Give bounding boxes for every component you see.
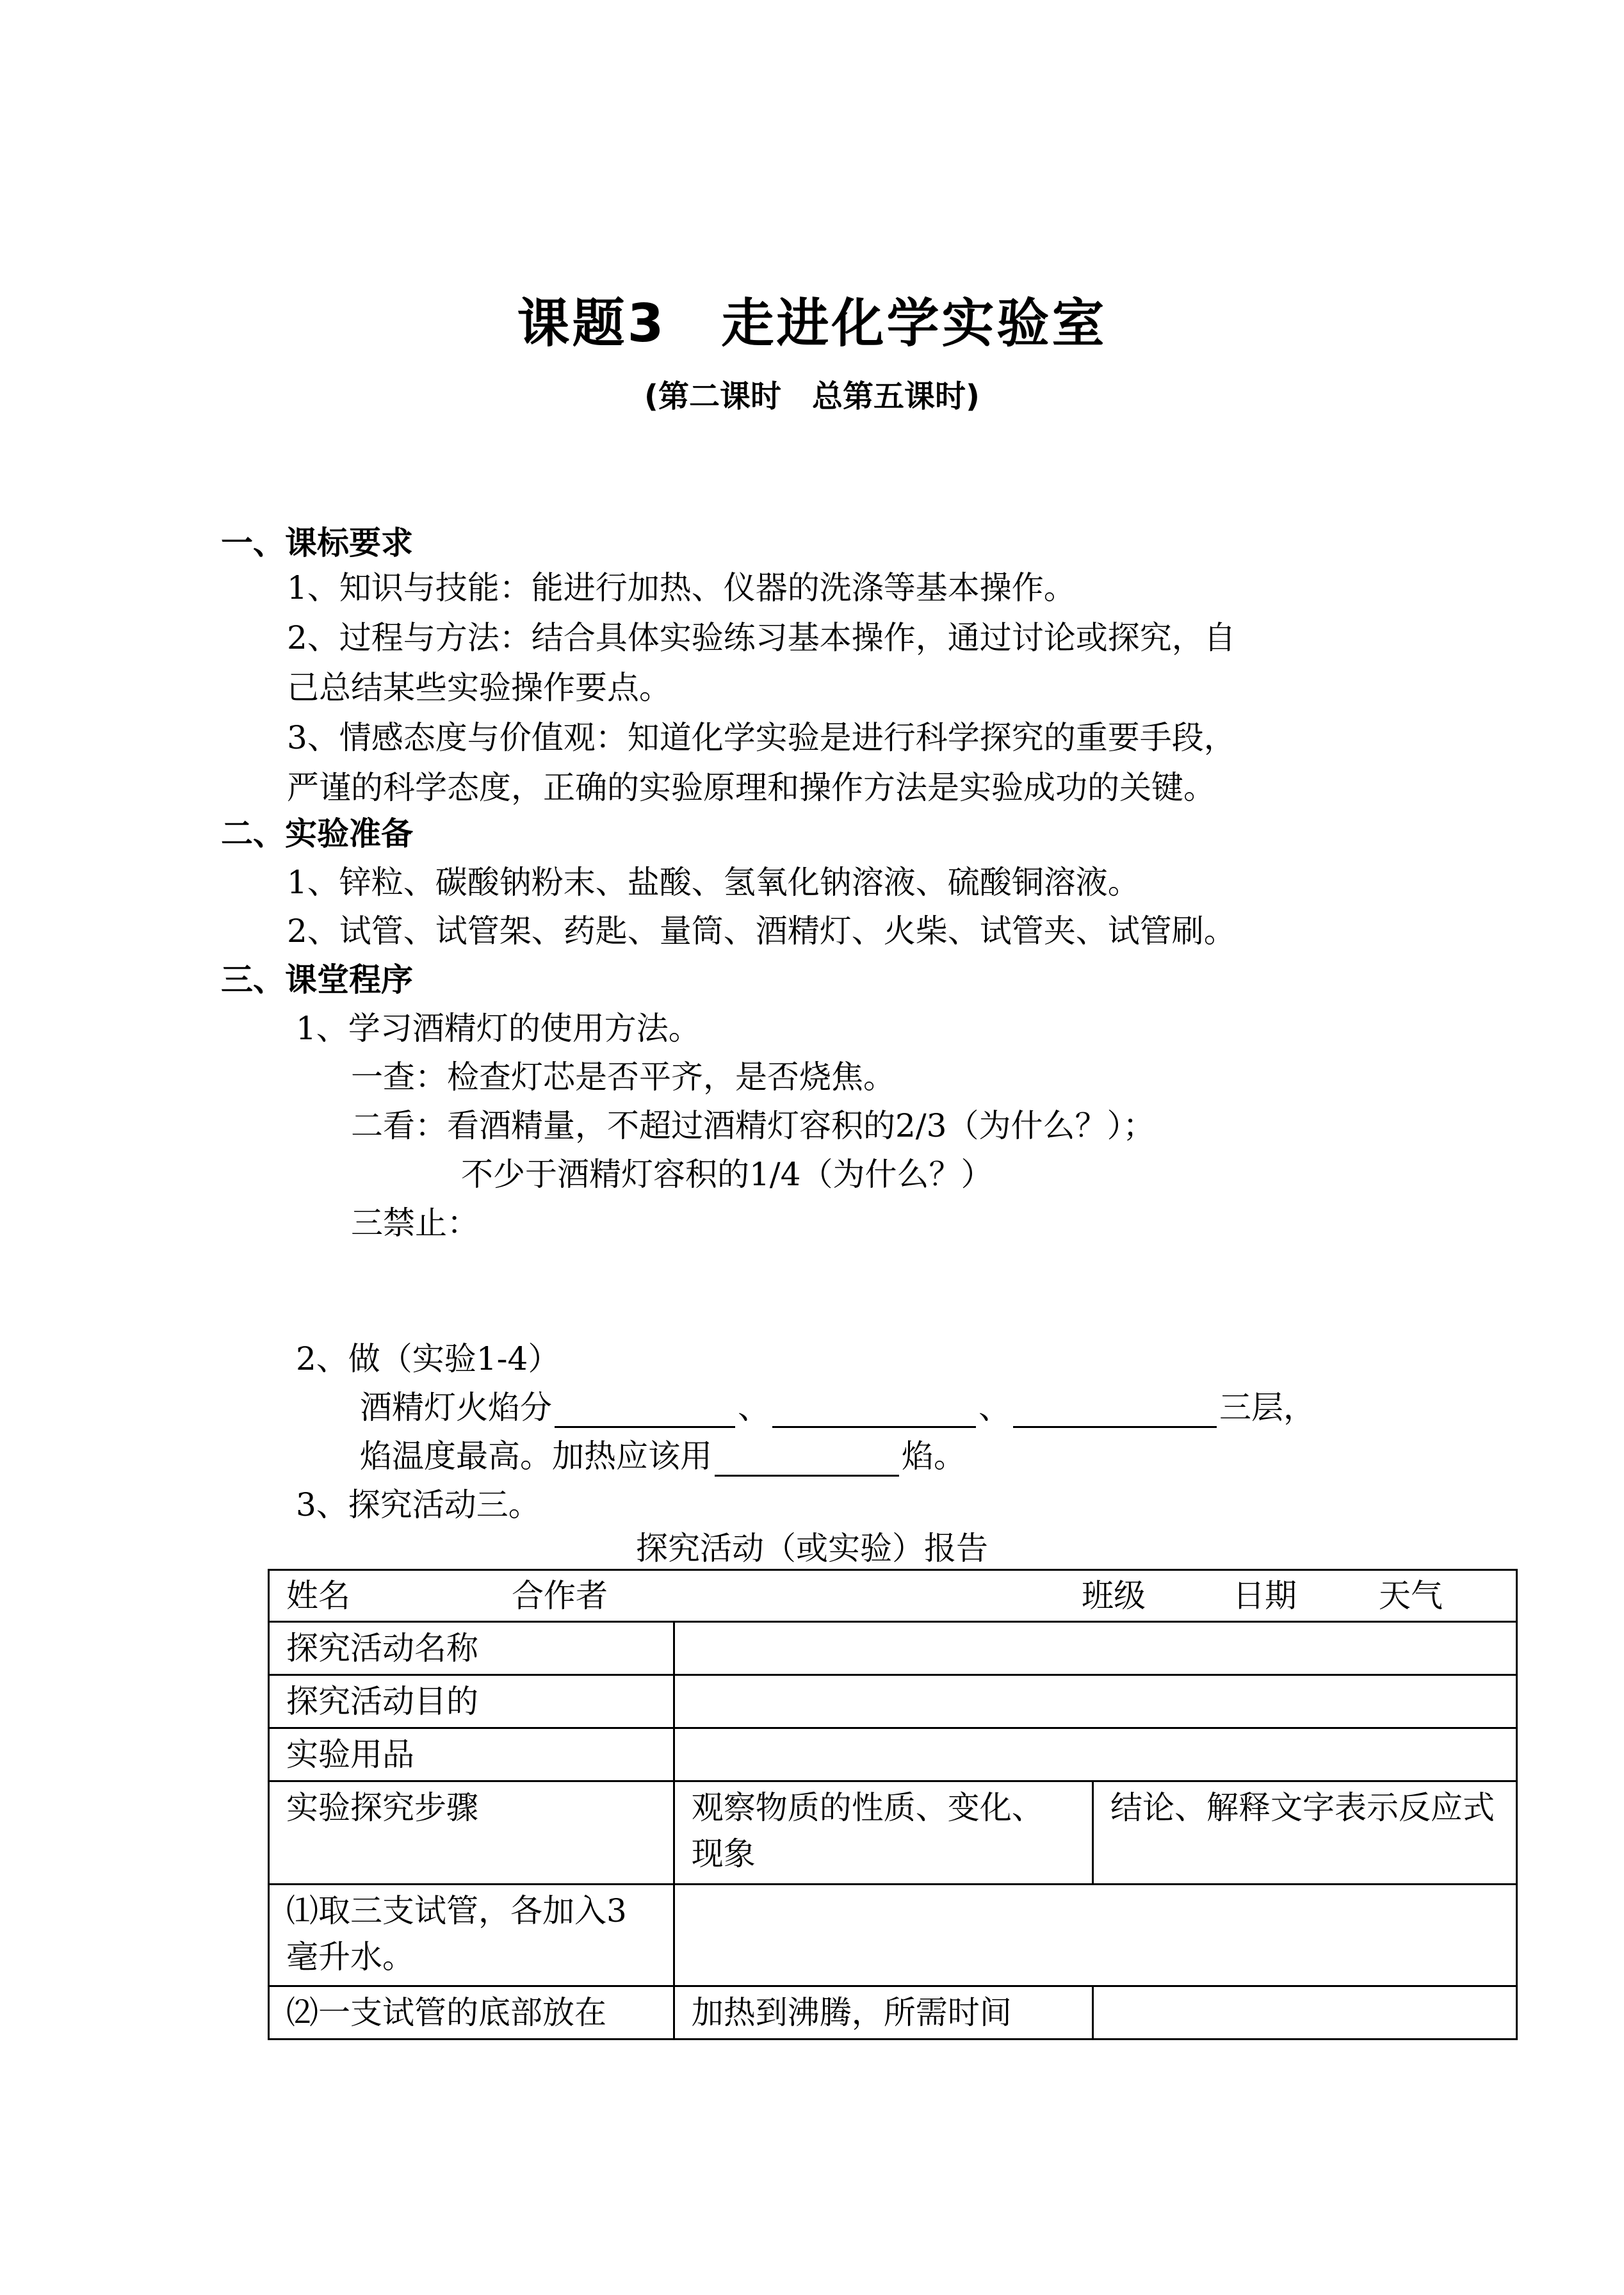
weather-label: 天气 bbox=[1379, 1577, 1443, 1614]
name-label: 姓名 bbox=[286, 1577, 350, 1614]
flame-prefix: 酒精灯火焰分 bbox=[360, 1389, 552, 1426]
heat-prefix: 焰温度最高。加热应该用 bbox=[360, 1438, 712, 1475]
answer-blank-4[interactable] bbox=[715, 1441, 899, 1477]
answer-blank-1[interactable] bbox=[555, 1393, 735, 1428]
requirement-item: 2、过程与方法：结合具体实验练习基本操作，通过讨论或探究，自 bbox=[287, 619, 1236, 656]
section-heading-procedure: 三、课堂程序 bbox=[221, 961, 413, 998]
row-value[interactable] bbox=[674, 1675, 1516, 1728]
row-value[interactable] bbox=[674, 1622, 1516, 1675]
date-label: 日期 bbox=[1233, 1577, 1297, 1614]
answer-blank-2[interactable] bbox=[772, 1393, 976, 1428]
partner-label: 合作者 bbox=[512, 1577, 608, 1614]
procedure-step-3: 3、探究活动三。 bbox=[296, 1486, 540, 1523]
flame-fill-line bbox=[360, 1382, 1315, 1428]
page-title: 课题3 走进化学实验室 bbox=[517, 293, 1107, 354]
look-line-2: 不少于酒精灯容积的1/4（为什么？） bbox=[461, 1156, 993, 1193]
step-2-conclusion[interactable] bbox=[1092, 1986, 1516, 2040]
section-heading-requirements: 一、课标要求 bbox=[221, 524, 413, 562]
procedure-step-1: 1、学习酒精灯的使用方法。 bbox=[296, 1010, 701, 1047]
procedure-step-2: 2、做（实验1-4） bbox=[296, 1340, 560, 1377]
report-step-row bbox=[269, 1986, 1517, 2040]
header-observe: 观察物质的性质、变化、现象 bbox=[674, 1781, 1092, 1885]
step-2-text: ⑵一支试管的底部放在 bbox=[269, 1986, 674, 2040]
class-label: 班级 bbox=[1082, 1577, 1146, 1614]
check-line: 一查：检查灯芯是否平齐，是否烧焦。 bbox=[351, 1058, 895, 1096]
report-row bbox=[269, 1675, 1517, 1728]
forbid-line: 三禁止： bbox=[351, 1204, 479, 1242]
requirement-item: 己总结某些实验操作要点。 bbox=[287, 669, 671, 706]
row-label: 探究活动名称 bbox=[269, 1622, 674, 1675]
step-2-observe: 加热到沸腾，所需时间 bbox=[674, 1986, 1092, 2040]
heat-suffix: 焰。 bbox=[902, 1438, 966, 1475]
report-row bbox=[269, 1728, 1517, 1781]
step-1-value[interactable] bbox=[674, 1885, 1516, 1986]
report-row bbox=[269, 1622, 1517, 1675]
report-step-row bbox=[269, 1885, 1517, 1986]
separator: 、 bbox=[978, 1389, 1011, 1426]
report-header-row bbox=[269, 1781, 1517, 1885]
report-info-row bbox=[269, 1570, 1517, 1622]
step-1-text: ⑴取三支试管，各加入3毫升水。 bbox=[269, 1885, 674, 1986]
requirement-item: 严谨的科学态度，正确的实验原理和操作方法是实验成功的关键。 bbox=[287, 769, 1215, 806]
preparation-item: 1、锌粒、碳酸钠粉末、盐酸、氢氧化钠溶液、硫酸铜溶液。 bbox=[287, 864, 1140, 901]
row-value[interactable] bbox=[674, 1728, 1516, 1781]
answer-blank-3[interactable] bbox=[1013, 1393, 1217, 1428]
preparation-item: 2、试管、试管架、药匙、量筒、酒精灯、火柴、试管夹、试管刷。 bbox=[287, 912, 1236, 950]
report-title: 探究活动（或实验）报告 bbox=[636, 1530, 988, 1567]
requirement-item: 3、情感态度与价值观：知道化学实验是进行科学探究的重要手段， bbox=[287, 719, 1236, 756]
header-conclusion: 结论、解释文字表示反应式 bbox=[1092, 1781, 1516, 1885]
row-label: 探究活动目的 bbox=[269, 1675, 674, 1728]
requirement-item: 1、知识与技能：能进行加热、仪器的洗涤等基本操作。 bbox=[287, 569, 1076, 606]
header-steps: 实验探究步骤 bbox=[269, 1781, 674, 1885]
row-label: 实验用品 bbox=[269, 1728, 674, 1781]
page-subtitle: (第二课时 总第五课时) bbox=[644, 378, 980, 414]
heat-fill-line bbox=[360, 1431, 966, 1477]
report-table bbox=[268, 1569, 1518, 2040]
look-line-1: 二看：看酒精量，不超过酒精灯容积的2/3（为什么？）； bbox=[351, 1107, 1155, 1144]
section-heading-preparation: 二、实验准备 bbox=[221, 815, 413, 852]
separator: 、 bbox=[738, 1389, 770, 1426]
flame-suffix: 三层， bbox=[1219, 1389, 1315, 1426]
